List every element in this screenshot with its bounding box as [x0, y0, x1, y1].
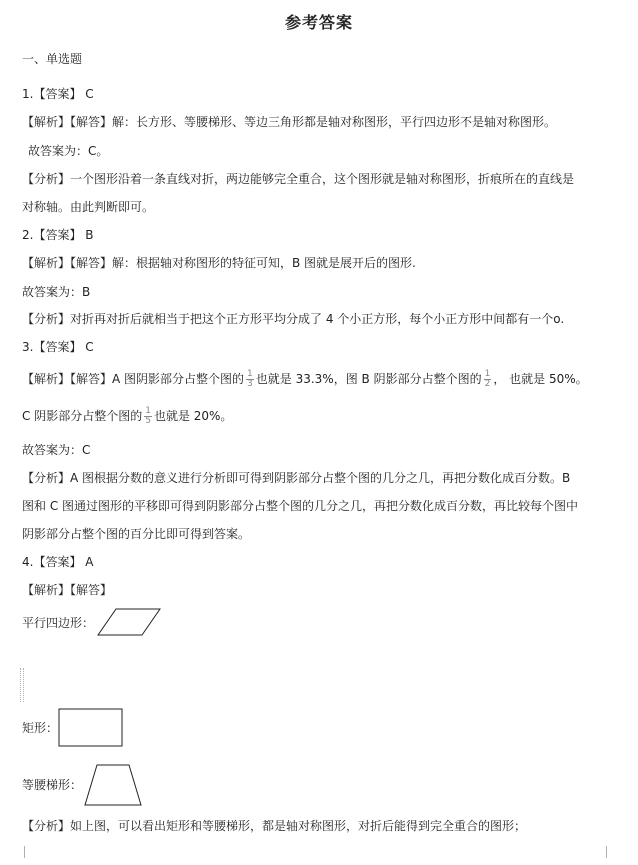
trapezoid-shape	[85, 765, 141, 805]
q2-analysis: 【解析】【解答】解：根据轴对称图形的特征可知，B 图就是展开后的图形.	[22, 256, 416, 270]
q3-line2-text-a: C 阴影部分占整个图的	[22, 409, 143, 423]
q3-analysis-text-c: ， 也就是 50%。	[493, 372, 588, 386]
q3-note-line2: 图和 C 图通过图形的平移即可得到阴影部分占整个图的几分之几，再把分数化成百分数，再比较每个图中	[22, 499, 579, 513]
section-heading: 一、单选题	[22, 52, 83, 66]
q1-note-line2: 对称轴。由此判断即可。	[22, 200, 155, 214]
fraction-one-half	[484, 370, 492, 389]
corner-mark-left	[16, 846, 25, 858]
q2-conclusion: 故答案为：B	[22, 285, 91, 299]
q1-conclusion: 故答案为：C。	[28, 144, 109, 158]
q3-conclusion: 故答案为：C	[22, 443, 91, 457]
q2-answer: 2.【答案】 B	[22, 228, 94, 242]
q3-note-line3: 阴影部分占整个图的百分比即可得到答案。	[22, 527, 251, 541]
fraction-denominator: 3	[247, 379, 253, 389]
q3-analysis-text-a: 【解析】【解答】A 图阴影部分占整个图的	[22, 372, 245, 386]
q2-note: 【分析】对折再对折后就相当于把这个正方形平均分成了 4 个小正方形，每个小正方形中间都有一个o.	[22, 312, 565, 326]
fraction-one-fifth	[144, 407, 152, 426]
rectangle-label: 矩形：	[22, 721, 59, 735]
q4-note: 【分析】如上图，可以看出矩形和等腰梯形，都是轴对称图形，对折后能得到完全重合的图形；	[22, 819, 527, 833]
q3-answer: 3.【答案】 C	[22, 340, 94, 354]
page-margin-marker	[20, 668, 24, 702]
q3-line2-text-b: 也就是 20%。	[153, 409, 233, 423]
q3-analysis-text-b: 也就是 33.3%，图 B 阴影部分占整个图的	[255, 372, 482, 386]
q4-answer: 4.【答案】 A	[22, 555, 94, 569]
parallelogram-label: 平行四边形：	[22, 616, 95, 630]
fraction-denominator: 5	[145, 416, 151, 426]
trapezoid-label: 等腰梯形：	[22, 778, 83, 792]
corner-mark-right	[598, 846, 607, 858]
q1-note-line1: 【分析】一个图形沿着一条直线对折，两边能够完全重合，这个图形就是轴对称图形，折痕所在的直线是	[22, 172, 575, 186]
trapezoid-figure	[83, 761, 145, 809]
fraction-numerator: 1	[484, 369, 491, 379]
q1-answer: 1.【答案】 C	[22, 87, 94, 101]
q3-note-line1: 【分析】A 图根据分数的意义进行分析即可得到阴影部分占整个图的几分之几，再把分数化成百分数。B	[22, 471, 571, 485]
rectangle-shape	[59, 709, 122, 746]
fraction-numerator: 1	[145, 406, 151, 416]
parallelogram-shape	[98, 609, 160, 635]
page-title: 参考答案	[284, 13, 353, 32]
q1-analysis: 【解析】【解答】解：长方形、等腰梯形、等边三角形都是轴对称图形，平行四边形不是轴对称图形。	[22, 115, 557, 129]
rectangle-figure	[58, 708, 124, 748]
q4-analysis: 【解析】【解答】	[22, 583, 113, 597]
fraction-one-third	[246, 370, 254, 389]
fraction-denominator: 2	[484, 379, 491, 389]
q3-analysis	[22, 370, 618, 389]
fraction-numerator: 1	[247, 369, 253, 379]
parallelogram-figure	[96, 605, 164, 639]
q3-analysis-line2	[22, 407, 618, 426]
